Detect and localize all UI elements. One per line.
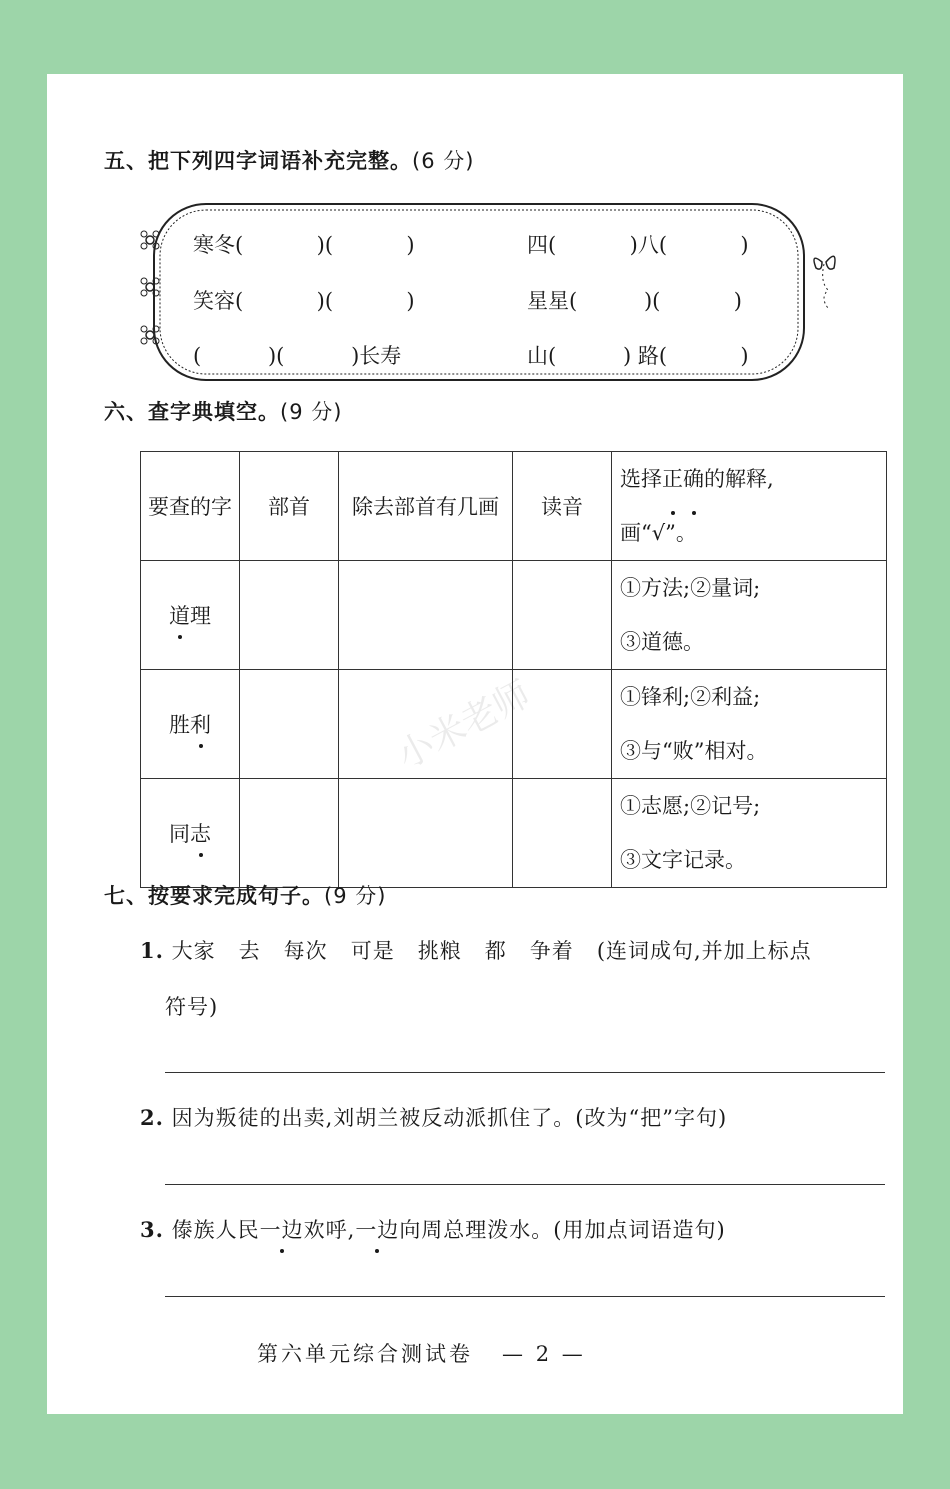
table-row <box>141 779 887 888</box>
page-number: — 2 — <box>502 1342 586 1366</box>
section-5-score: (6 分) <box>412 149 475 173</box>
flower-icon <box>141 278 159 296</box>
section-6-heading <box>104 396 342 426</box>
target-char: 道 <box>169 600 190 630</box>
question-1-line-1 <box>140 935 812 965</box>
option-line-1: ①锋利;②利益; <box>620 685 761 709</box>
options-cell[interactable] <box>612 670 887 779</box>
answer-line-2[interactable] <box>165 1184 885 1185</box>
header-reading: 读音 <box>513 452 612 561</box>
footer-title: 第六单元综合测试卷 <box>257 1342 473 1366</box>
section-5-heading <box>104 145 474 175</box>
word-cell: 胜利 <box>141 670 240 779</box>
radical-answer-cell[interactable] <box>240 670 339 779</box>
question-2-text: 因为叛徒的出卖,刘胡兰被反动派抓住了。(改为“把”字句) <box>171 1106 728 1130</box>
reading-answer-cell[interactable] <box>513 779 612 888</box>
target-char: 志 <box>190 818 211 848</box>
option-line-2: ③文字记录。 <box>620 848 746 872</box>
word-row-2-left: 笑容( )( ) <box>193 289 415 313</box>
section-7-score: (9 分) <box>324 884 387 908</box>
footer <box>257 1338 586 1368</box>
header-choose-line-1: 选择正确的解释, <box>620 452 886 506</box>
header-radical: 部首 <box>240 452 339 561</box>
butterfly-icon <box>814 256 835 308</box>
radical-answer-cell[interactable] <box>240 779 339 888</box>
emphasis-word: 一边 <box>260 1214 304 1244</box>
word-row-1-left: 寒冬( )( ) <box>193 233 415 257</box>
word-row-2-right: 星星( )( ) <box>527 289 742 313</box>
question-3: 3. 傣族人民一边欢呼,一边向周总理泼水。(用加点词语造句) <box>140 1214 726 1244</box>
section-7-number: 七、 <box>104 884 148 908</box>
word-cell: 道理 <box>141 561 240 670</box>
section-5-title: 把下列四字词语补充完整。 <box>148 149 412 173</box>
option-line-2: ③道德。 <box>620 630 704 654</box>
answer-line-3[interactable] <box>165 1296 885 1297</box>
section-6-number: 六、 <box>104 400 148 424</box>
option-line-1: ①志愿;②记号; <box>620 794 761 818</box>
option-line-1: ①方法;②量词; <box>620 576 761 600</box>
table-header-row <box>141 452 887 561</box>
word-row-3-right: 山( ) 路( ) <box>527 344 749 368</box>
header-choose-line-2: 画“√”。 <box>620 521 697 545</box>
question-1-instruction-cont: 符号) <box>165 995 219 1019</box>
emphasis-char: 确 <box>683 452 704 506</box>
section-6-title: 查字典填空。 <box>148 400 280 424</box>
option-line-2: ③与“败”相对。 <box>620 739 768 763</box>
word-row-1-right: 四( )八( ) <box>527 233 749 257</box>
strokes-answer-cell[interactable] <box>339 561 513 670</box>
word-row-3-left: ( )( )长寿 <box>193 344 402 368</box>
question-1-words: 大家 去 每次 可是 挑粮 都 争着 <box>171 939 574 963</box>
emphasis-char: 正 <box>662 452 683 506</box>
emphasis-word: 一边 <box>355 1214 399 1244</box>
exam-page <box>47 74 903 1414</box>
options-cell[interactable] <box>612 561 887 670</box>
watermark: 小米老师 <box>390 673 538 778</box>
radical-answer-cell[interactable] <box>240 561 339 670</box>
word-cell: 同志 <box>141 779 240 888</box>
section-5-number: 五、 <box>104 149 148 173</box>
reading-answer-cell[interactable] <box>513 670 612 779</box>
question-2 <box>140 1102 727 1132</box>
section-6-score: (9 分) <box>280 400 343 424</box>
header-char: 要查的字 <box>141 452 240 561</box>
section-7-title: 按要求完成句子。 <box>148 884 324 908</box>
section-7-heading <box>104 880 386 910</box>
question-1-instruction: (连词成句,并加上标点 <box>596 939 812 963</box>
target-char: 利 <box>190 709 211 739</box>
question-3-number: 3. <box>140 1217 164 1242</box>
answer-line-1[interactable] <box>165 1072 885 1073</box>
question-2-number: 2. <box>140 1105 164 1130</box>
table-row <box>141 561 887 670</box>
options-cell[interactable] <box>612 779 887 888</box>
strokes-answer-cell[interactable] <box>339 779 513 888</box>
question-1-number: 1. <box>140 938 164 963</box>
header-choose <box>612 452 887 561</box>
reading-answer-cell[interactable] <box>513 561 612 670</box>
header-strokes: 除去部首有几画 <box>339 452 513 561</box>
